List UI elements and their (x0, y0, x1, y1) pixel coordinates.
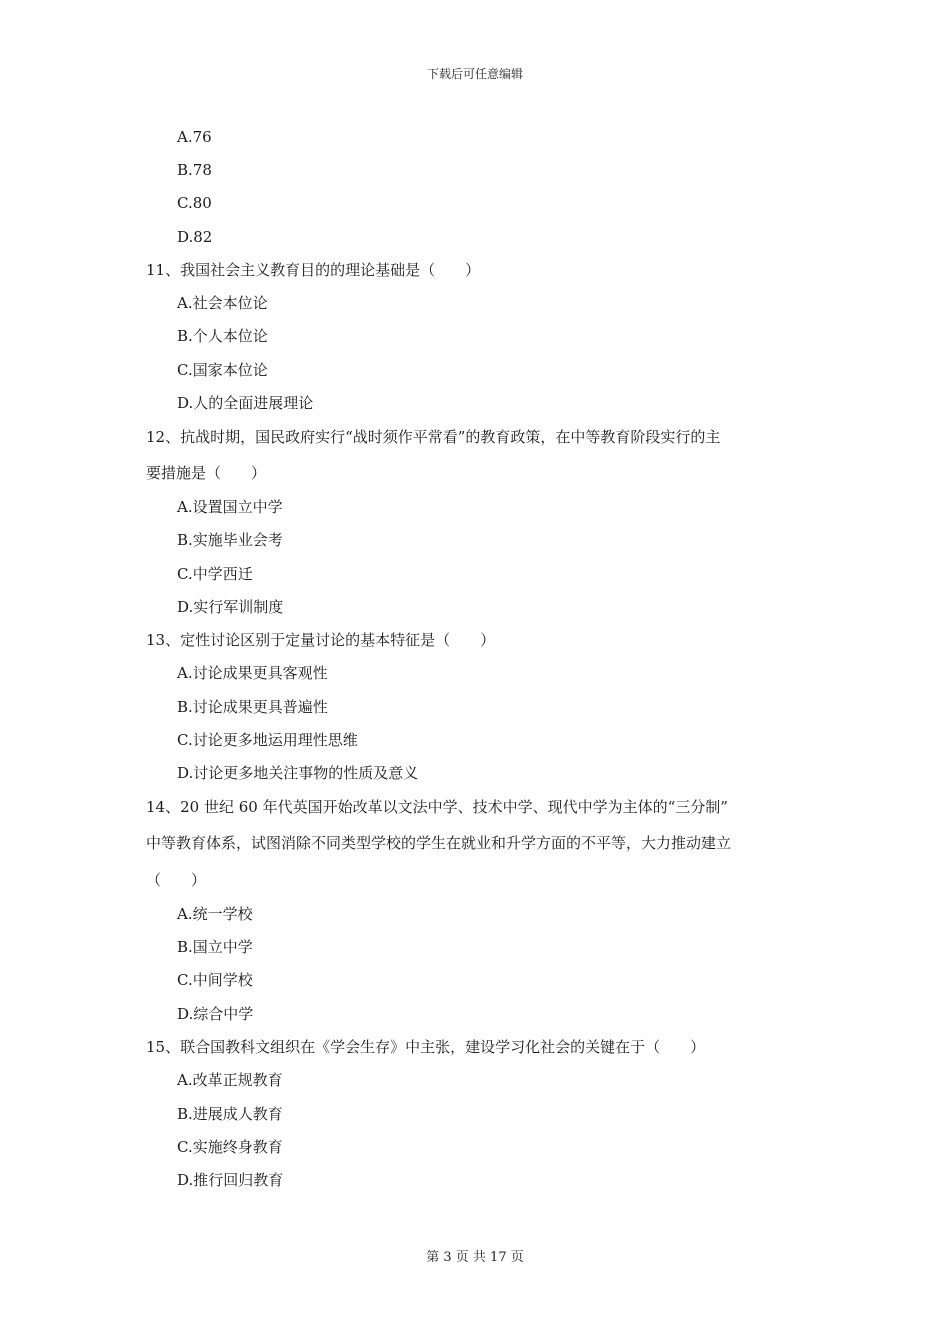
option-text: A.设置国立中学 (177, 498, 283, 516)
question-stem: 要措施是（ ） (146, 464, 267, 482)
page-number: 第 3 页 共 17 页 (426, 1250, 524, 1265)
option-text: D.82 (177, 228, 213, 246)
option-text: C.中间学校 (177, 971, 253, 989)
question-stem: 15、联合国教科文组织在《学会生存》中主张，建设学习化社会的关键在于（ ） (146, 1038, 706, 1056)
question-stem: 14、20 世纪 60 年代英国开始改革以文法中学、技术中学、现代中学为主体的“三分制” (146, 798, 728, 816)
option-text: C.国家本位论 (177, 361, 268, 379)
option-text: D.综合中学 (177, 1005, 254, 1023)
question-stem: 12、抗战时期，国民政府实行“战时须作平常看”的教育政策，在中等教育阶段实行的主 (146, 428, 721, 446)
option-text: C.中学西迁 (177, 565, 253, 583)
question-stem: （ ） (146, 871, 207, 889)
option-text: B.个人本位论 (177, 327, 268, 345)
page-header: 下载后可任意编辑 (426, 67, 523, 81)
option-text: A.统一学校 (177, 905, 253, 923)
option-text: B.国立中学 (177, 938, 253, 956)
option-text: A.讨论成果更具客观性 (177, 664, 328, 682)
option-text: B.实施毕业会考 (177, 531, 283, 549)
option-text: D.人的全面进展理论 (177, 394, 314, 412)
option-text: C.80 (177, 194, 212, 212)
option-text: A.改革正规教育 (177, 1071, 283, 1089)
option-text: B.78 (177, 161, 212, 179)
option-text: B.进展成人教育 (177, 1105, 283, 1123)
option-text: A.76 (177, 128, 212, 146)
option-text: D.实行军训制度 (177, 598, 284, 616)
question-stem: 13、定性讨论区别于定量讨论的基本特征是（ ） (146, 631, 496, 649)
question-stem: 中等教育体系，试图消除不同类型学校的学生在就业和升学方面的不平等，大力推动建立 (146, 834, 732, 852)
option-text: D.讨论更多地关注事物的性质及意义 (177, 764, 419, 782)
option-text: C.实施终身教育 (177, 1138, 283, 1156)
option-text: D.推行回归教育 (177, 1171, 284, 1189)
option-text: C.讨论更多地运用理性思维 (177, 731, 358, 749)
option-text: A.社会本位论 (177, 294, 268, 312)
option-text: B.讨论成果更具普遍性 (177, 698, 328, 716)
question-stem: 11、我国社会主义教育目的的理论基础是（ ） (146, 261, 481, 279)
